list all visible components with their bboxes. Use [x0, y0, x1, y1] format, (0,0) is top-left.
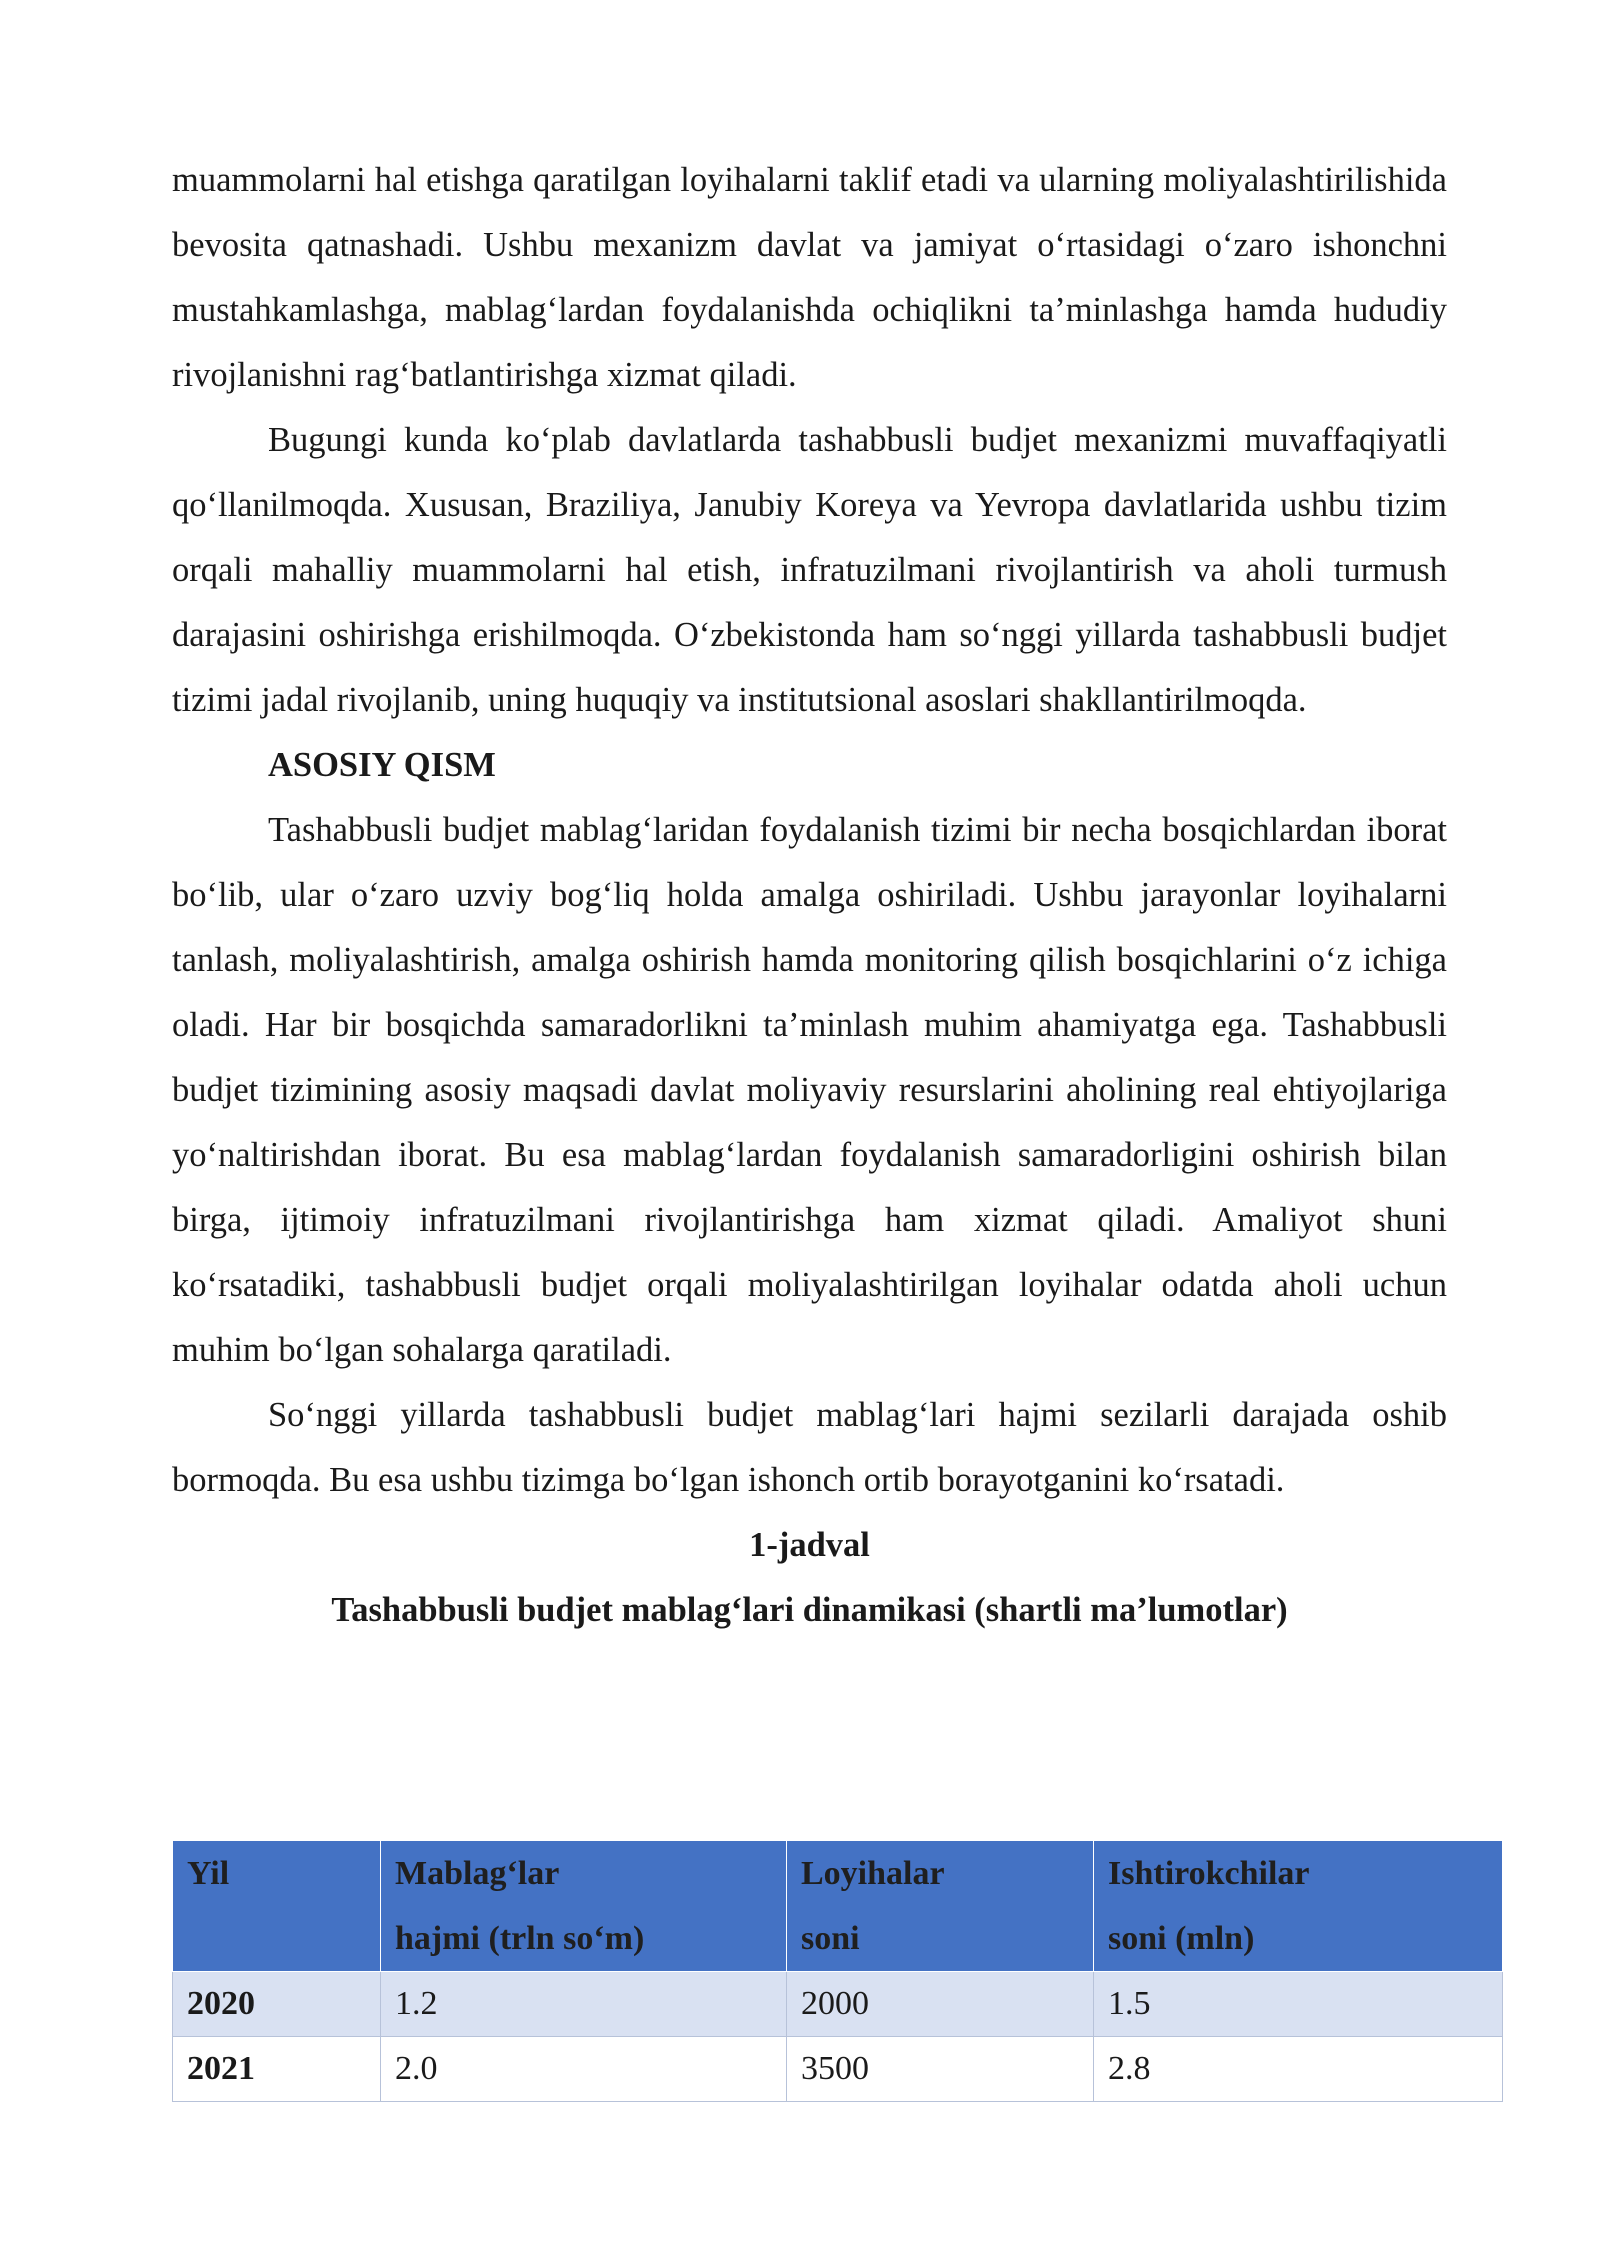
cell-projects: 3500 — [787, 2037, 1094, 2102]
header-amount-line1: Mablag‘lar — [395, 1855, 560, 1892]
cell-year: 2021 — [173, 2037, 381, 2102]
table-title: Tashabbusli budjet mablag‘lari dinamikasi (shartli ma’lumotlar) — [331, 1591, 1288, 1629]
section-heading: ASOSIY QISM — [268, 746, 496, 784]
header-amount-line2: hajmi (trln so‘m) — [395, 1920, 645, 1957]
header-year-label: Yil — [187, 1855, 230, 1892]
header-participants-line1: Ishtirokchilar — [1108, 1855, 1310, 1892]
paragraph-international-practice: Bugungi kunda ko‘plab davlatlarda tashabbusli budjet mexanizmi muvaffaqiyatli qo‘llanilmoqda. Xususan, Braziliya, Janubiy Koreya va Yevropa davlatlarida ushbu tizim orqali mahalliy muammolarni hal etish, infratuzilmani rivojlantirish va aholi turmush darajasini oshirishga erishilmoqda. O‘zbekistonda ham so‘nggi yillarda tashabbusli budjet tizimi jadal rivojlanib, uning huquqiy va institutsional asoslari shakllantirilmoqda. — [172, 421, 1447, 719]
header-year — [173, 1841, 381, 1972]
cell-participants: 1.5 — [1094, 1972, 1503, 2037]
header-participants — [1094, 1841, 1503, 1972]
header-projects — [787, 1841, 1094, 1972]
table-container — [172, 1840, 1502, 2102]
cell-amount: 2.0 — [381, 2037, 787, 2102]
table-number: 1-jadval — [749, 1526, 870, 1564]
paragraph-system-stages: Tashabbusli budjet mablag‘laridan foydalanish tizimi bir necha bosqichlardan iborat bo‘lib, ular o‘zaro uzviy bog‘liq holda amalga oshiriladi. Ushbu jarayonlar loyihalarni tanlash, moliyalashtirish, amalga oshirish hamda monitoring qilish bosqichlarini o‘z ichiga oladi. Har bir bosqichda samaradorlikni ta’minlash muhim ahamiyatga ega. Tashabbusli budjet tizimining asosiy maqsadi davlat moliyaviy resurslarini aholining real ehtiyojlariga yo‘naltirishdan iborat. Bu esa mablag‘lardan foydalanish samaradorligini oshirish bilan birga, ijtimoiy infratuzilmani rivojlantirishga ham xizmat qiladi. Amaliyot shuni ko‘rsatadiki, tashabbusli budjet orqali moliyalashtirilgan loyihalar odatda aholi uchun muhim bo‘lgan sohalarga qaratiladi. — [172, 811, 1447, 1369]
cell-amount: 1.2 — [381, 1972, 787, 2037]
cell-projects: 2000 — [787, 1972, 1094, 2037]
header-projects-line1: Loyihalar — [801, 1855, 945, 1892]
header-projects-line2: soni — [801, 1920, 860, 1957]
header-participants-line2: soni (mln) — [1108, 1920, 1255, 1957]
document-body — [172, 148, 1447, 1643]
cell-year: 2020 — [173, 1972, 381, 2037]
funding-dynamics-table — [172, 1840, 1503, 2102]
paragraph-funding-growth: So‘nggi yillarda tashabbusli budjet mablag‘lari hajmi sezilarli darajada oshib bormoqda. Bu esa ushbu tizimga bo‘lgan ishonch ortib borayotganini ko‘rsatadi. — [172, 1396, 1447, 1499]
table-header-row — [173, 1841, 1503, 1972]
table-row — [173, 1972, 1503, 2037]
paragraph-continuation: muammolarni hal etishga qaratilgan loyihalarni taklif etadi va ularning moliyalashtirilishida bevosita qatnashadi. Ushbu mexanizm davlat va jamiyat o‘rtasidagi o‘zaro ishonchni mustahkamlashga, mablag‘lardan foydalanishda ochiqlikni ta’minlashga hamda hududiy rivojlanishni rag‘batlantirishga xizmat qiladi. — [172, 161, 1447, 394]
header-amount — [381, 1841, 787, 1972]
cell-participants: 2.8 — [1094, 2037, 1503, 2102]
table-row — [173, 2037, 1503, 2102]
